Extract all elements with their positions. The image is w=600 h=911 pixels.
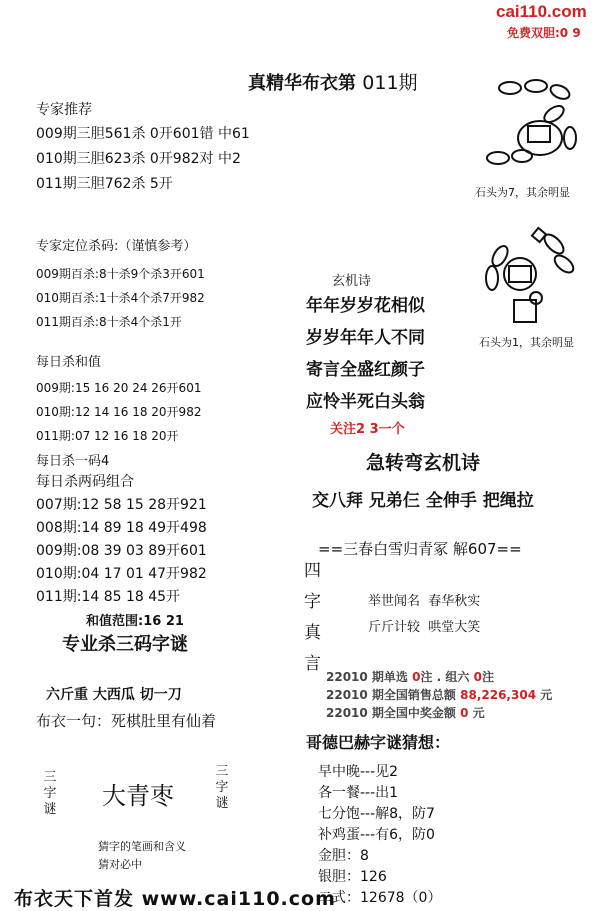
four-char-label: 言 [304, 654, 321, 674]
sales-prefix: 22010 期全国销售总额 [326, 688, 456, 702]
sales-prefix: 22010 期全国中奖金额 [326, 706, 456, 720]
sales-line-single [326, 668, 494, 685]
stone [548, 82, 571, 101]
goldbach-lines [318, 762, 441, 909]
riddle-label-left [42, 770, 58, 818]
stone [512, 150, 532, 162]
four-char-label: 真 [304, 623, 321, 643]
riddle-label-char: 谜 [43, 802, 57, 817]
sales-line-total [326, 686, 552, 703]
site-logo-text: cai110.com [496, 2, 587, 21]
sales-value: 0 [460, 706, 469, 720]
two-code-line: 007期:12 58 15 28开921 [36, 497, 207, 513]
stone [564, 127, 576, 149]
riddle-label-char: 三 [215, 764, 229, 779]
daily-sum-line: 009期:15 16 20 24 26开601 [36, 381, 202, 395]
position-kill-line: 009期百杀:8十杀9个杀3开601 [36, 267, 205, 281]
daily-sum-line: 010期:12 14 16 18 20开982 [36, 405, 202, 419]
goldbach-line: 补鸡蛋---有6，防0 [318, 827, 435, 843]
poem-line: 寄言全盛红颜子 [306, 360, 425, 380]
sales-mid: 注 . 组六 [420, 670, 470, 684]
stones-illustration [482, 218, 592, 328]
sales-value: 0 [412, 670, 421, 684]
expert-section [36, 98, 250, 197]
goldbach-line: 二式：12678（0） [318, 890, 442, 906]
sales-suffix: 元 [472, 706, 485, 720]
two-code-line: 010期:04 17 01 47开982 [36, 566, 207, 582]
sales-suffix: 注 [481, 670, 494, 684]
poem-heading: 玄机诗 [332, 274, 372, 289]
goldbach-title: 哥德巴赫字谜猜想： [306, 733, 451, 752]
sales-value: 88,226,304 [460, 688, 537, 702]
daily-sum-section [36, 352, 201, 448]
two-code-section [36, 470, 207, 609]
position-kill-line: 011期百杀:8十杀4个杀1开 [36, 315, 182, 329]
two-code-line: 011期:14 85 18 45开 [36, 589, 181, 605]
riddle-label-right [214, 764, 230, 812]
stone [487, 152, 509, 164]
turn-poem-title: 急转弯玄机诗 [366, 452, 481, 474]
four-char-riddle: ==三春白雪归青冢 解607== [318, 540, 522, 558]
goldbach-line: 金胆：8 [318, 848, 369, 864]
three-code-riddle-title: 专业杀三码字谜 [62, 634, 188, 655]
four-char-row: 斤斤计较 哄堂大笑 [368, 620, 481, 635]
issue-number: 011期 [362, 72, 418, 94]
expert-line: 009期三胆561杀 0开601错 中61 [36, 126, 250, 142]
sales-line-winning [326, 704, 485, 721]
sales-prefix: 22010 期单选 [326, 670, 408, 684]
four-char-row: 举世闻名 春华秋实 [368, 594, 481, 609]
goldbach-line: 七分饱---解8，防7 [318, 806, 435, 822]
stone [499, 82, 521, 94]
stone-caption-2: 石头为1，其余明显 [479, 336, 574, 349]
free-pick: 免费双胆:0 9 [507, 26, 581, 40]
stone [541, 231, 566, 256]
two-code-line: 009期:08 39 03 89开601 [36, 543, 207, 559]
page-title [248, 68, 418, 95]
four-char-label: 字 [304, 592, 321, 612]
riddle-label-char: 字 [43, 786, 57, 801]
daily-one-code: 每日杀一码4 [36, 454, 110, 469]
riddle-label-char: 字 [215, 780, 229, 795]
riddle-label-char: 三 [43, 770, 57, 785]
poem-lines [306, 290, 425, 418]
six-jin-riddle: 六斤重 大西瓜 切一刀 [46, 687, 182, 703]
stone-caption-1: 石头为7，其余明显 [475, 186, 570, 199]
stones-illustration [478, 76, 598, 186]
four-char-labels [304, 556, 321, 680]
riddle-hint: 猜字的笔画和含义 [98, 840, 186, 853]
title-text: 真精华布衣第 [248, 73, 356, 94]
goldbach-line: 早中晚---见2 [318, 764, 399, 780]
stone [528, 126, 550, 142]
riddle-answer: 大青枣 [102, 782, 174, 810]
stone [552, 252, 577, 275]
riddle-hint: 猜对必中 [98, 858, 142, 871]
daily-sum-line: 011期:07 12 16 18 20开 [36, 429, 179, 443]
stone [525, 80, 547, 92]
sales-value: 0 [473, 670, 482, 684]
two-code-line: 008期:14 89 18 49开498 [36, 520, 207, 536]
expert-line: 011期三胆762杀 5开 [36, 176, 173, 192]
riddle-label-char: 谜 [215, 796, 229, 811]
sum-range: 和值范围:16 21 [86, 614, 184, 629]
goldbach-line: 各一餐---出1 [318, 785, 399, 801]
two-code-heading: 每日杀两码组合 [36, 474, 134, 490]
stone [509, 266, 531, 282]
stone [486, 266, 498, 290]
poem-line: 年年岁岁花相似 [306, 296, 425, 316]
expert-line: 010期三胆623杀 0开982对 中2 [36, 151, 241, 167]
poem-line: 岁岁年年人不同 [306, 328, 425, 348]
position-kill-heading: 专家定位杀码:（谨慎参考） [36, 239, 197, 254]
poem-focus: 关注2 3一个 [330, 422, 405, 437]
goldbach-line: 银胆：126 [318, 869, 387, 885]
expert-heading: 专家推荐 [36, 102, 92, 118]
position-kill-line: 010期百杀:1十杀4个杀7开982 [36, 291, 205, 305]
poem-line: 应怜半死白头翁 [306, 392, 425, 412]
sales-suffix: 元 [540, 688, 553, 702]
buyi-sentence: 布衣一句：死棋肚里有仙着 [36, 712, 217, 730]
turn-poem-line: 交八拜 兄弟仨 全伸手 把绳拉 [312, 491, 534, 511]
four-char-label: 四 [304, 561, 321, 581]
daily-sum-heading: 每日杀和值 [36, 355, 102, 370]
footer-site-banner: 布衣天下首发 www.cai110.com [14, 888, 336, 910]
position-kill-section [36, 236, 205, 334]
